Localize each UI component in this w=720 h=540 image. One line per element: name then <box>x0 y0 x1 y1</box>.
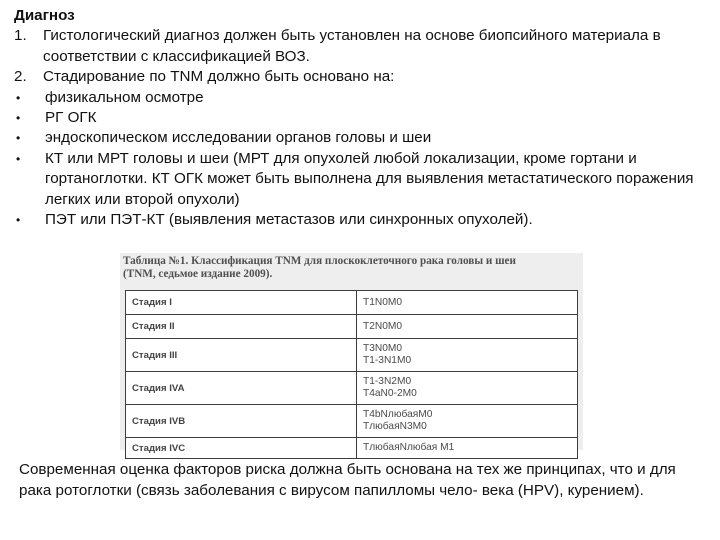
tnm-code: T1N0M0 <box>363 296 403 308</box>
bullet-icon: • <box>16 131 21 146</box>
tnm-cell <box>357 405 578 438</box>
table-row <box>126 291 578 315</box>
table-row <box>126 339 578 372</box>
list-item-text: эндоскопическом исследовании органов головы и шеи <box>45 129 432 147</box>
bullet-icon: • <box>16 111 21 126</box>
bullet-icon: • <box>16 151 21 166</box>
tnm-cell <box>357 339 578 372</box>
list-number: 2. <box>14 68 27 86</box>
tnm-code: T1-3N1M0 <box>363 355 412 366</box>
bullet-icon: • <box>16 90 21 105</box>
stage-cell: Стадия IVA <box>126 372 357 405</box>
table-row <box>126 438 578 459</box>
tnm-code: TлюбаяN3M0 <box>363 421 427 432</box>
list-number: 1. <box>14 27 27 45</box>
stage-cell: Стадия III <box>126 339 357 372</box>
list-item-text: физикальном осмотре <box>45 88 204 106</box>
document-title: Диагноз <box>14 7 75 24</box>
tnm-code: T2N0M0 <box>363 320 403 332</box>
tnm-table-figure <box>120 253 583 454</box>
stage-cell: Стадия II <box>126 315 357 339</box>
table-row <box>126 372 578 405</box>
bullet-icon: • <box>16 213 21 228</box>
numbered-item <box>14 67 714 87</box>
document-body <box>14 6 714 230</box>
tnm-code: T4bNлюбаяM0 <box>363 409 433 420</box>
numbered-item <box>14 26 714 67</box>
bullet-item <box>14 128 714 148</box>
tnm-code: TлюбаяNлюбая M1 <box>363 442 455 453</box>
stage-cell: Стадия I <box>126 291 357 315</box>
list-item-text: ПЭТ или ПЭТ-КТ (выявления метастазов или синхронных опухолей). <box>45 211 533 229</box>
bullet-item <box>14 108 714 128</box>
stage-cell: Стадия IVC <box>126 438 357 459</box>
list-item-text: РГ ОГК <box>45 109 97 127</box>
tnm-cell <box>357 372 578 405</box>
tnm-cell <box>357 291 578 315</box>
tnm-code: T3N0M0 <box>363 343 403 354</box>
stage-cell: Стадия IVB <box>126 405 357 438</box>
bullet-item <box>14 149 714 210</box>
tnm-code: T4aN0-2M0 <box>363 388 417 399</box>
tnm-cell <box>357 315 578 339</box>
tnm-cell <box>357 438 578 459</box>
list-item-text: КТ или МРТ головы и шеи (МРТ для опухолей любой локализации, кроме гортани и гортаноглотки. КТ ОГК может быть выполнена для выявления метастатического поражения легких или второй опухоли) <box>45 149 694 208</box>
risk-factors-paragraph: Современная оценка факторов риска должна быть основана на тех же принципах, что и для рака ротоглотки (связь заболевания с вирусом папилломы чело- века (HPV), курением). <box>19 461 676 499</box>
tnm-table <box>125 290 578 459</box>
bullet-item <box>14 88 714 108</box>
tnm-code: T1-3N2M0 <box>363 376 412 387</box>
list-item-text: Стадирование по TNM должно быть основано на: <box>43 68 395 86</box>
table-row <box>126 405 578 438</box>
table-row <box>126 315 578 339</box>
bullet-item <box>14 210 714 230</box>
table-caption: Таблица №1. Классификация TNM для плоскоклеточного рака головы и шеи (TNM, седьмое издание 2009). <box>123 255 516 280</box>
list-item-text: Гистологический диагноз должен быть установлен на основе биопсийного материала в соответствии с классификацией ВОЗ. <box>43 27 661 65</box>
